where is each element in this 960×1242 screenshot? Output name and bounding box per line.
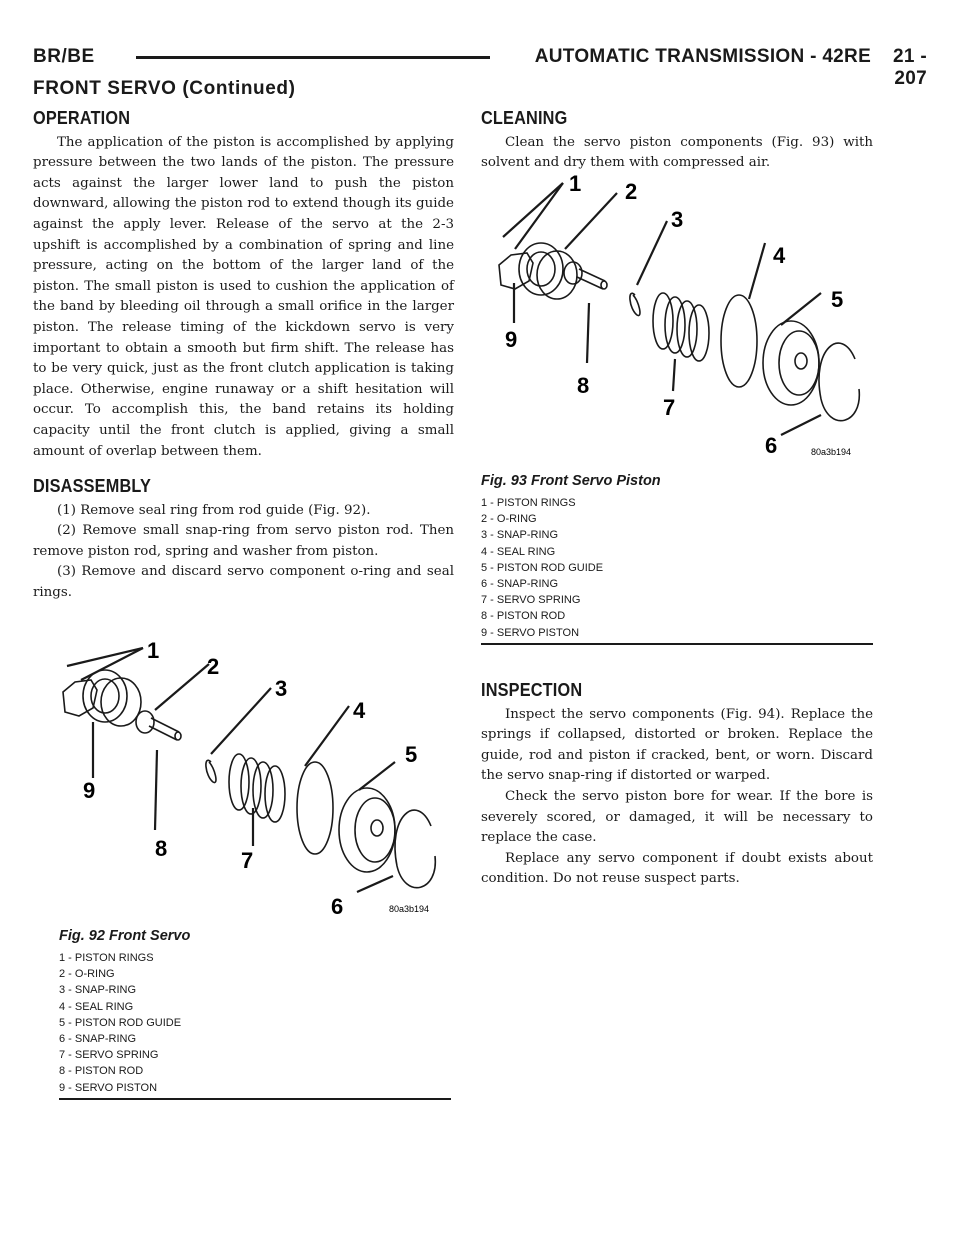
- header-rule: [136, 56, 490, 59]
- callout-4: 4: [353, 698, 366, 723]
- disassembly-heading: DISASSEMBLY: [33, 475, 152, 497]
- figure-legend: [59, 950, 451, 1096]
- callout-2: 2: [625, 179, 638, 204]
- callout-3: 3: [671, 207, 684, 232]
- figure-code: 80a3b194: [811, 447, 852, 457]
- legend-item: 6 - SNAP-RING: [481, 578, 559, 591]
- front-servo-piston-illustration: [481, 163, 873, 471]
- callout-6: 6: [331, 894, 344, 919]
- callout-6: 6: [765, 433, 778, 458]
- callout-7: 7: [663, 395, 676, 420]
- callout-9: 9: [83, 778, 96, 803]
- chapter-title: AUTOMATIC TRANSMISSION - 42RE: [534, 46, 872, 67]
- cleaning-heading: CLEANING: [481, 107, 568, 128]
- operation-heading: OPERATION: [33, 107, 131, 128]
- legend-item: 4 - SEAL RING: [481, 545, 556, 558]
- legend-item: 1 - PISTON RINGS: [481, 497, 576, 509]
- callout-3: 3: [275, 676, 288, 701]
- legend-item: 2 - O-RING: [481, 513, 537, 526]
- inspection-paragraph-3: Replace any servo component if doubt exists about condition. Do not reuse suspect parts.: [481, 850, 873, 887]
- cleaning-body: Clean the servo piston components (Fig. 93) with solvent and dry them with compressed air.: [481, 134, 873, 171]
- legend-item: 5 - PISTON ROD GUIDE: [481, 561, 604, 574]
- legend-item: 3 - SNAP-RING: [59, 984, 137, 997]
- legend-item: 7 - SERVO SPRING: [481, 594, 581, 607]
- callout-2: 2: [207, 654, 220, 679]
- figure-legend: [481, 495, 873, 641]
- figure-rule: [481, 643, 873, 645]
- header-right: [497, 46, 927, 90]
- callout-9: 9: [505, 327, 518, 352]
- front-servo-illustration: [59, 630, 451, 926]
- inspection-heading: INSPECTION: [481, 679, 583, 700]
- manual-model-code: BR/BE: [33, 46, 95, 67]
- inspection-paragraph-1: Inspect the servo components (Fig. 94). Replace the springs if collapsed, distorted or broken. Replace the guide, rod and piston if cracked, bent, or worn. Discard the servo snap-ring if distorted or warped.: [481, 706, 873, 784]
- operation-body: The application of the piston is accomplished by applying pressure between the two lands of the piston. The pressure acts against the larger lower land to push the piston downward, allowing the piston rod to extend though its guide against the apply lever. Release of the servo at the 2-3 upshift is accomplished by a combination of spring and line pressure, acting on the bottom of the larger land of the piston. The small piston is used to cushion the application of the band by bleeding oil through a small orifice in the larger piston. The release timing of the kickdown servo is very important to obtain a smooth but firm shift. The release has to be very quick, just as the front clutch application is taking place. Otherwise, engine runaway or a shift hesitation will occur. To accomplish this, the band retains its holding capacity until the front clutch is applied, giving a small amount of overlap between them.: [33, 134, 454, 459]
- callout-8: 8: [577, 373, 590, 398]
- legend-item: 9 - SERVO PISTON: [59, 1081, 158, 1094]
- inspection-paragraph-2: Check the servo piston bore for wear. If the bore is severely scored, or damaged, it will be necessary to replace the case.: [481, 788, 873, 846]
- legend-item: 7 - SERVO SPRING: [59, 1049, 159, 1062]
- callout-1: 1: [147, 638, 160, 663]
- section-continued-title: FRONT SERVO (Continued): [33, 78, 296, 99]
- legend-item: 6 - SNAP-RING: [59, 1033, 137, 1046]
- legend-item: 1 - PISTON RINGS: [59, 952, 154, 964]
- figure-code: 80a3b194: [389, 904, 430, 914]
- figure-title: Fig. 92 Front Servo: [59, 928, 191, 944]
- disassembly-step-2: (2) Remove small snap-ring from servo piston rod. Then remove piston rod, spring and washer from piston.: [33, 523, 454, 559]
- figure-rule: [59, 1098, 451, 1100]
- page-number: 21 - 207: [893, 46, 927, 89]
- legend-item: 3 - SNAP-RING: [481, 529, 559, 542]
- callout-1: 1: [569, 171, 582, 196]
- callout-5: 5: [405, 742, 418, 767]
- legend-item: 9 - SERVO PISTON: [481, 626, 580, 639]
- figure-title: Fig. 93 Front Servo Piston: [481, 473, 661, 489]
- left-column: [33, 108, 454, 604]
- legend-item: 8 - PISTON ROD: [481, 610, 566, 623]
- figure-93: [481, 163, 873, 645]
- legend-item: 4 - SEAL RING: [59, 1000, 134, 1013]
- legend-item: 2 - O-RING: [59, 968, 115, 981]
- callout-4: 4: [773, 243, 786, 268]
- callout-5: 5: [831, 287, 844, 312]
- right-column-bottom: [481, 680, 873, 890]
- legend-item: 8 - PISTON ROD: [59, 1065, 144, 1078]
- callout-7: 7: [241, 848, 254, 873]
- disassembly-step-1: (1) Remove seal ring from rod guide (Fig. 92).: [57, 502, 371, 518]
- figure-92: [59, 630, 451, 1100]
- disassembly-step-3: (3) Remove and discard servo component o-ring and seal rings.: [33, 564, 454, 601]
- legend-item: 5 - PISTON ROD GUIDE: [59, 1016, 182, 1029]
- callout-8: 8: [155, 836, 168, 861]
